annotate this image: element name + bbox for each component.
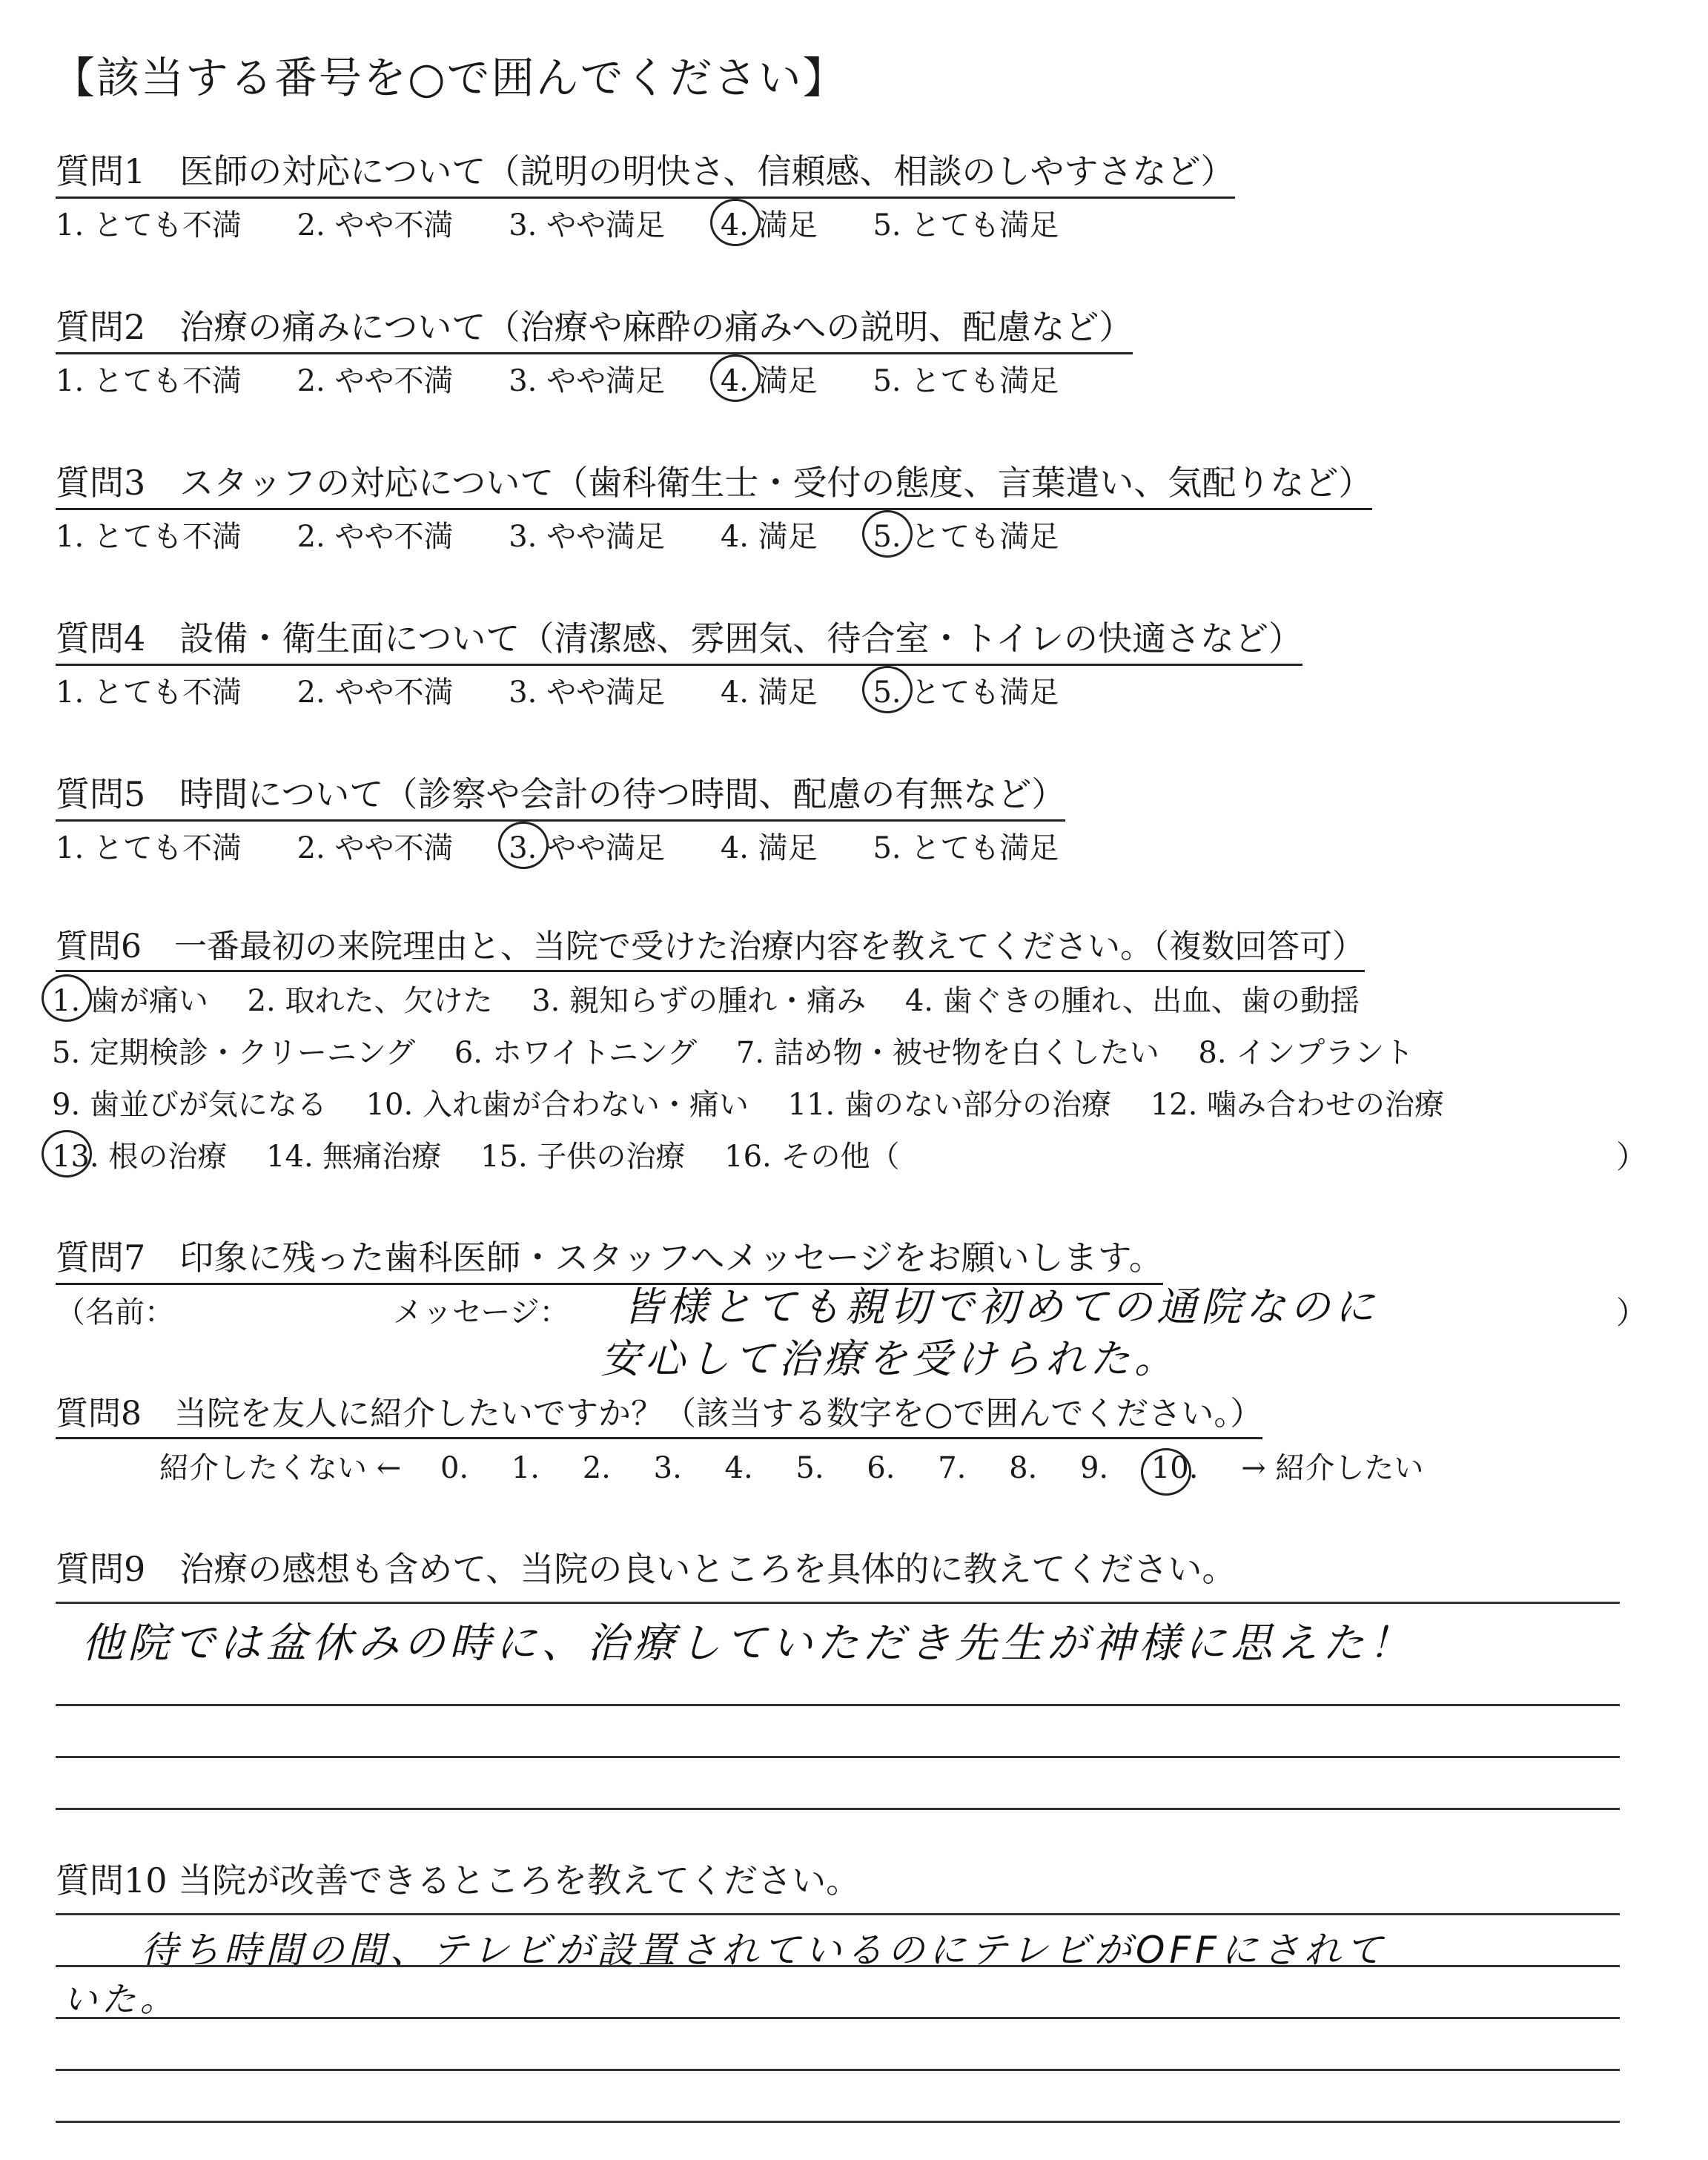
q2-option-1[interactable]: 1. とても不満 — [56, 364, 242, 398]
q10-answer-line-3 — [56, 2017, 1620, 2019]
question-7-title: 質問7 印象に残った歯科医師・スタッフへメッセージをお願いします。 — [56, 1231, 1163, 1285]
question-8-scale — [159, 1444, 1469, 1487]
q6-other-close-paren: ） — [1616, 1139, 1648, 1175]
q4-option-1[interactable]: 1. とても不満 — [56, 676, 242, 710]
q6-option-11[interactable]: 11. 歯のない部分の治療 — [787, 1088, 1111, 1122]
question-2-options — [56, 357, 1105, 400]
q1-option-2[interactable]: 2. やや不満 — [297, 208, 454, 242]
question-9-title: 質問9 治療の感想も含めて、当院の良いところを具体的に教えてください。 — [56, 1549, 1237, 1589]
q8-score-7[interactable]: 7. — [938, 1451, 967, 1485]
q8-score-0[interactable]: 0. — [440, 1451, 469, 1485]
q9-answer-line-2 — [56, 1704, 1620, 1706]
q7-close-paren: ） — [1616, 1295, 1648, 1331]
q6-option-2[interactable]: 2. 取れた、欠けた — [247, 984, 493, 1018]
question-10-title: 質問10 当院が改善できるところを教えてください。 — [56, 1860, 861, 1900]
question-3-title: 質問3 スタッフの対応について（歯科衛生士・受付の態度、言葉遣い、気配りなど） — [56, 456, 1372, 510]
question-5-options — [56, 825, 1105, 867]
question-6-row-4 — [52, 1133, 929, 1175]
q8-score-3[interactable]: 3. — [653, 1451, 682, 1485]
q10-handwritten-answer-line-1: 待ち時間の間、テレビが設置されているのにテレビがOFFにされて — [141, 1929, 1387, 1972]
q10-answer-line-1 — [56, 1913, 1620, 1915]
q6-option-12[interactable]: 12. 噛み合わせの治療 — [1150, 1088, 1445, 1122]
q7-handwritten-message-line-1: 皆様とても親切で初めての通院なのに — [623, 1284, 1379, 1330]
q1-option-5[interactable]: 5. とても満足 — [873, 208, 1059, 242]
q6-option-8[interactable]: 8. インプラント — [1198, 1036, 1414, 1070]
q7-message-label: メッセージ： — [393, 1295, 569, 1330]
q9-answer-line-4 — [56, 1808, 1620, 1810]
q6-option-16[interactable]: 16. その他（ — [724, 1140, 900, 1174]
q5-option-1[interactable]: 1. とても不満 — [56, 831, 242, 865]
q10-answer-line-5 — [56, 2121, 1620, 2123]
q3-option-1[interactable]: 1. とても不満 — [56, 520, 242, 554]
q6-option-10[interactable]: 10. 入れ歯が合わない・痛い — [365, 1088, 749, 1122]
q3-option-4[interactable]: 4. 満足 — [720, 520, 818, 554]
q6-option-4[interactable]: 4. 歯ぐきの腫れ、出血、歯の動揺 — [904, 984, 1360, 1018]
q5-option-3-selected[interactable]: 3. やや満足 — [509, 825, 665, 867]
q6-option-5[interactable]: 5. 定期検診・クリーニング — [52, 1036, 416, 1070]
q4-option-3[interactable]: 3. やや満足 — [509, 676, 666, 710]
q9-answer-line-1 — [56, 1602, 1620, 1604]
q8-score-2[interactable]: 2. — [582, 1451, 611, 1485]
q2-option-2[interactable]: 2. やや不満 — [297, 364, 454, 398]
q8-score-4[interactable]: 4. — [724, 1451, 753, 1485]
question-1-title: 質問1 医師の対応について（説明の明快さ、信頼感、相談のしやすさなど） — [56, 145, 1235, 199]
question-6-row-2 — [52, 1029, 1443, 1071]
q6-option-7[interactable]: 7. 詰め物・被せ物を白くしたい — [735, 1036, 1159, 1070]
question-6-row-1 — [52, 977, 1389, 1020]
question-6-title: 質問6 一番最初の来院理由と、当院で受けた治療内容を教えてください。（複数回答可） — [56, 919, 1365, 972]
q8-right-label: → 紹介したい — [1241, 1451, 1424, 1485]
q6-option-3[interactable]: 3. 親知らずの腫れ・痛み — [532, 984, 867, 1018]
question-4-options — [56, 669, 1105, 711]
q7-name-label: （名前： — [56, 1295, 174, 1330]
q3-option-2[interactable]: 2. やや不満 — [297, 520, 454, 554]
q1-option-1[interactable]: 1. とても不満 — [56, 208, 242, 242]
question-8-title: 質問8 当院を友人に紹介したいですか？（該当する数字を○で囲んでください。） — [56, 1387, 1262, 1439]
q2-option-4-selected[interactable]: 4. 満足 — [721, 357, 818, 400]
q6-option-14[interactable]: 14. 無痛治療 — [266, 1140, 442, 1174]
q2-option-5[interactable]: 5. とても満足 — [873, 364, 1059, 398]
q5-option-5[interactable]: 5. とても満足 — [873, 831, 1059, 865]
q8-score-5[interactable]: 5. — [795, 1451, 824, 1485]
question-1-options — [56, 202, 1105, 244]
q8-score-10-selected[interactable]: 10. — [1151, 1451, 1199, 1485]
question-4-title: 質問4 設備・衛生面について（清潔感、雰囲気、待合室・トイレの快適さなど） — [56, 612, 1302, 666]
q4-option-2[interactable]: 2. やや不満 — [297, 676, 454, 710]
q1-option-3[interactable]: 3. やや満足 — [509, 208, 666, 242]
q9-answer-line-3 — [56, 1756, 1620, 1758]
q8-left-label: 紹介したくない ← — [159, 1451, 402, 1485]
q5-option-4[interactable]: 4. 満足 — [720, 831, 818, 865]
question-3-options — [56, 513, 1105, 555]
q2-option-3[interactable]: 3. やや満足 — [509, 364, 666, 398]
q1-option-4-selected[interactable]: 4. 満足 — [721, 202, 818, 244]
q8-score-8[interactable]: 8. — [1009, 1451, 1038, 1485]
q4-option-4[interactable]: 4. 満足 — [720, 676, 818, 710]
question-6-row-3 — [52, 1081, 1474, 1123]
q3-option-3[interactable]: 3. やや満足 — [509, 520, 666, 554]
q10-answer-line-2 — [56, 1965, 1620, 1967]
q6-option-9[interactable]: 9. 歯並びが気になる — [52, 1088, 327, 1122]
question-2-title: 質問2 治療の痛みについて（治療や麻酔の痛みへの説明、配慮など） — [56, 300, 1133, 354]
q10-handwritten-answer-line-2: いた。 — [63, 1979, 179, 2019]
q6-option-1-selected[interactable]: 1. 歯が痛い — [52, 977, 208, 1020]
q6-option-6[interactable]: 6. ホワイトニング — [454, 1036, 698, 1070]
q5-option-2[interactable]: 2. やや不満 — [297, 831, 454, 865]
q8-score-1[interactable]: 1. — [511, 1451, 540, 1485]
q4-option-5-selected[interactable]: 5. とても満足 — [873, 669, 1059, 711]
q7-handwritten-message-line-2: 安心して治療を受けられた。 — [600, 1335, 1179, 1382]
q8-score-6[interactable]: 6. — [867, 1451, 896, 1485]
form-header: 【該当する番号を○で囲んでください】 — [52, 53, 847, 103]
q3-option-5-selected[interactable]: 5. とても満足 — [873, 513, 1059, 555]
q10-answer-line-4 — [56, 2069, 1620, 2071]
q6-option-15[interactable]: 15. 子供の治療 — [480, 1140, 686, 1174]
q9-handwritten-answer: 他院では盆休みの時に、治療していただき先生が神様に思えた！ — [82, 1619, 1414, 1668]
q6-option-13-selected[interactable]: 13. 根の治療 — [52, 1133, 227, 1175]
q8-score-9[interactable]: 9. — [1079, 1451, 1109, 1485]
question-5-title: 質問5 時間について（診察や会計の待つ時間、配慮の有無など） — [56, 767, 1065, 822]
